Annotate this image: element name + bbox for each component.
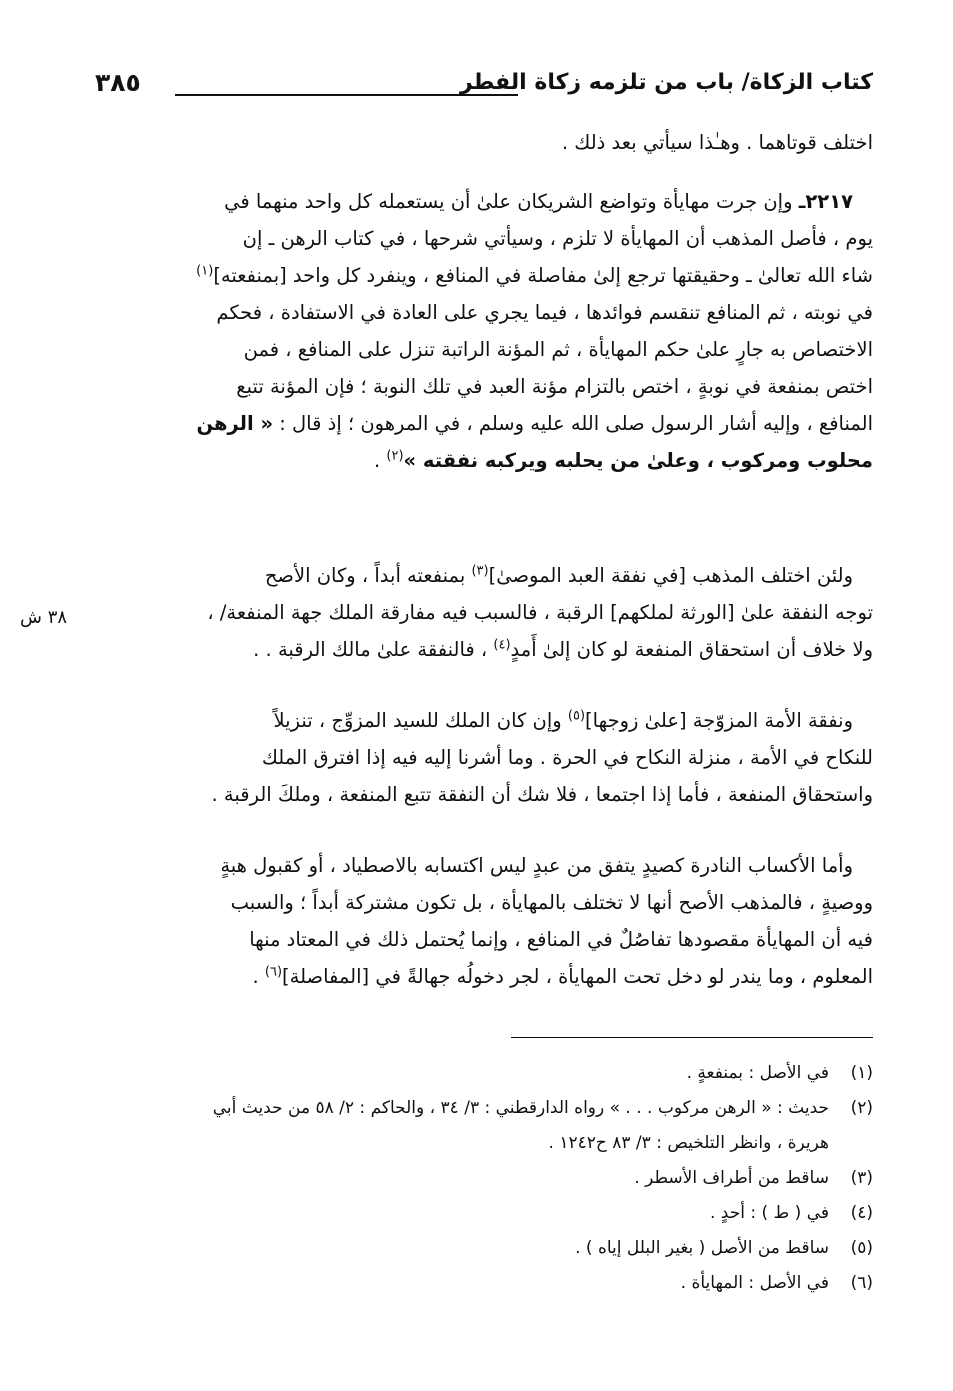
footnote-number: (٥) bbox=[850, 1238, 873, 1258]
text-line: ونفقة الأمة المزوّجة [علىٰ زوجها]$^{(٥)}$ وإن كان الملك للسيد المزوِّج ، تنزيلاً bbox=[273, 708, 853, 732]
footnote-ref: (٥) bbox=[567, 708, 586, 724]
footnote-rule bbox=[511, 1037, 873, 1038]
footnote-number: (٤) bbox=[850, 1203, 873, 1223]
footnote-continuation: هريرة ، وانظر التلخيص : ٣/ ٨٣ ح١٢٤٢ . bbox=[548, 1133, 829, 1153]
footnote bbox=[80, 1161, 873, 1196]
text-line: للنكاح في الأمة ، منزلة النكاح في الحرة . وما أشرنا إليه فيه إذا افترق الملك bbox=[261, 746, 873, 769]
text-line: في نوبته ، ثم المنافع تنقسم فوائدها ، فيما يجري على العادة في الاستفادة ، فحكم bbox=[216, 301, 873, 324]
text-line: توجه النفقة علىٰ [الورثة لملكهم] الرقبة ، فالسبب فيه مفارقة الملك جهة المنفعة/ ، bbox=[207, 601, 873, 624]
paragraph bbox=[95, 183, 873, 479]
text-line: محلوب ومركوب ، وعلىٰ من يحلبه ويركبه نفقته »$^{(٢)}$ . bbox=[373, 448, 873, 472]
paragraph bbox=[95, 702, 873, 813]
text-line: ولئن اختلف المذهب [في نفقة العبد الموصىٰ]$^{(٣)}$ بمنفعته أبداً ، وكان الأصح bbox=[264, 563, 853, 587]
footnote-text: في الأصل : المهايأة . bbox=[680, 1273, 829, 1293]
footnote-ref: (٢) bbox=[386, 448, 404, 464]
text-line: وأما الأكساب النادرة كصيدٍ يتفق من عبدٍ ليس اكتسابه بالاصطياد ، أو كقبول هبةٍ bbox=[220, 854, 853, 877]
margin-note: ٣٨ ش bbox=[20, 607, 68, 628]
footnotes bbox=[80, 1056, 873, 1301]
footnote-ref: (٣) bbox=[471, 563, 489, 579]
text-line: المنافع ، وإليه أشار الرسول صلى الله عليه وسلم ، في المرهون ؛ إذ قال : « الرهن bbox=[196, 412, 873, 435]
footnote-number: (٢) bbox=[850, 1098, 873, 1118]
text-line: المعلوم ، وما يندر لو دخل تحت المهايأة ، لجر دخولُه جهالةً في [المفاصلة]$^{(٦)}$ . bbox=[252, 964, 873, 988]
text-line: ولا خلاف أن استحقاق المنفعة لو كان إلىٰ أَمدٍ$^{(٤)}$ ، فالنفقة علىٰ مالك الرقبة . . bbox=[253, 637, 873, 661]
text-line: اختص بمنفعة في نوبةٍ ، اختص بالتزام مؤنة العبد في تلك النوبة ؛ فإن المؤنة تتبع bbox=[236, 375, 873, 398]
text-line: فيه أن المهايأة مقصودها تفاصُلٌ في المنافع ، وإنما يُحتمل ذلك في المعتاد منها bbox=[249, 928, 873, 951]
running-header bbox=[95, 70, 873, 110]
text-line: ٢٢١٧ـ وإن جرت مهايأة وتواضع الشريكان علىٰ أن يستعمله كل واحد منهما في bbox=[224, 190, 853, 213]
text-line: ووصيةٍ ، فالمذهب الأصح أنها لا تختلف بالمهايأة ، بل تكون مشتركة أبداً ؛ والسبب bbox=[230, 891, 873, 914]
footnote-text: ساقط من الأصل ( بغير البلل إياه ) . bbox=[575, 1238, 829, 1258]
header-rule bbox=[175, 94, 518, 96]
footnote-text: حديث : « الرهن مركوب . . . » رواه الدارقطني : ٣/ ٣٤ ، والحاكم : ٢/ ٥٨ من حديث أبي bbox=[212, 1098, 829, 1118]
text-line: واستحقاق المنفعة ، فأما إذا اجتمعا ، فلا شك أن النفقة تتبع المنفعة ، وملكَ الرقبة . bbox=[211, 783, 873, 806]
footnote-text: ساقط من أطراف الأسطر . bbox=[634, 1168, 829, 1188]
paragraph bbox=[95, 557, 873, 668]
header-title: كتاب الزكاة/ باب من تلزمه زكاة الفطر bbox=[459, 70, 873, 95]
footnote-text: في الأصل : بمنفعةٍ . bbox=[686, 1063, 829, 1083]
footnote bbox=[80, 1266, 873, 1301]
paragraph bbox=[95, 847, 873, 995]
footnote-number: (٣) bbox=[850, 1168, 873, 1188]
text-line: شاء الله تعالىٰ ـ وحقيقتها ترجع إلىٰ مفاصلة في المنافع ، وينفرد كل واحد [بمنفعته]$^{(١)}$ bbox=[196, 263, 873, 287]
footnote-number: (٦) bbox=[850, 1273, 873, 1293]
footnote-ref: (٤) bbox=[493, 637, 511, 653]
footnote bbox=[80, 1056, 873, 1091]
footnote bbox=[80, 1231, 873, 1266]
footnote bbox=[80, 1196, 873, 1231]
issue-number: ٢٢١٧ـ bbox=[798, 190, 853, 213]
footnote-ref: (٦) bbox=[264, 964, 283, 980]
text-line: يوم ، فأصل المذهب أن المهايأة لا تلزم ، وسيأتي شرحها ، في كتاب الرهن ـ إن bbox=[242, 227, 873, 250]
footnote-ref: (١) bbox=[196, 263, 214, 279]
main-text bbox=[95, 124, 873, 161]
page-number: ٣٨٥ bbox=[95, 68, 141, 97]
text-line: اختلف قوتاهما . وهـٰذا سيأتي بعد ذلك . bbox=[561, 131, 873, 154]
footnote bbox=[80, 1091, 873, 1126]
text-line: الاختصاص به جارٍ علىٰ حكم المهايأة ، ثم المؤنة الراتبة تنزل على المنافع ، فمن bbox=[243, 338, 873, 361]
footnote-number: (١) bbox=[850, 1063, 873, 1083]
footnote-text: في ( ط ) : أحدٍ . bbox=[710, 1203, 829, 1223]
